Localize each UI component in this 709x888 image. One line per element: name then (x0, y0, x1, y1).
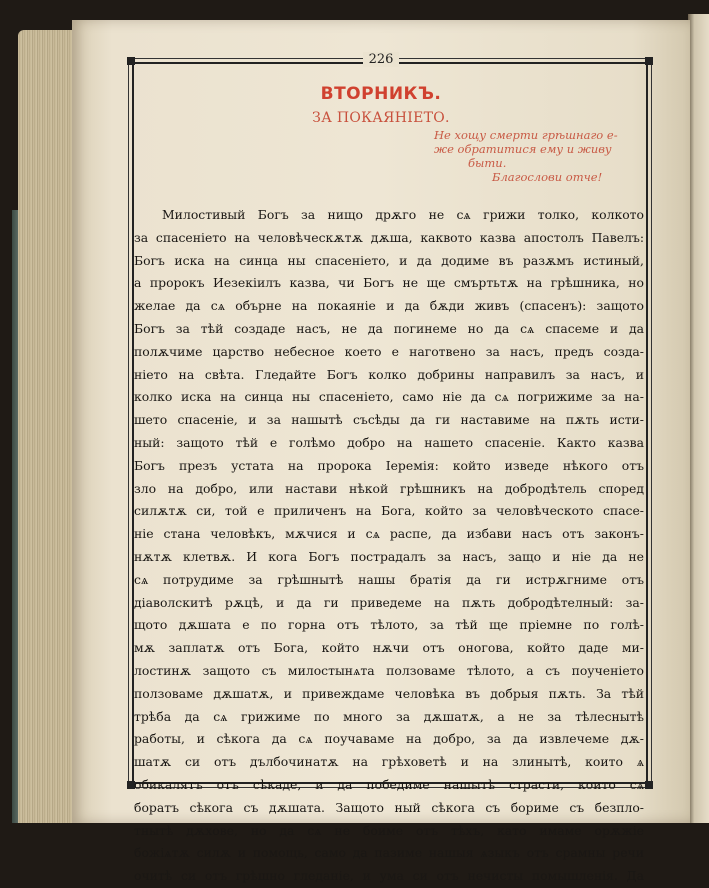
text-line: божіѧтѫ силѫ и помощь, само да пазиме нашыя ѧзыкъ отъ срамны речи (134, 845, 644, 861)
section-subtitle: ЗА ПОКАЯНІЕТО. (312, 110, 450, 126)
page-number-text: 226 (363, 52, 400, 67)
text-line: силѫтѫ си, той е приличенъ на Бога, който за человѣческото спасе- (134, 503, 644, 519)
text-line: полѫчиме царство небесное което е наготвено за насъ, предъ созда- (134, 343, 644, 359)
epigraph-line: Не хощу смерти грѣшнаго е- (434, 128, 618, 142)
text-line: за спасеніето на человѣческѫтѫ дѫша, каквото казва апостолъ Павелъ: (134, 229, 644, 245)
section-title: ВТОРНИКЪ. (320, 84, 442, 104)
text-line: Милостивый Богъ за нищо дрѫго не сѧ грижи толко, колкото (162, 207, 644, 222)
text-line: мѫ заплатѫ отъ Бога, който нѫчи отъ оногова, който даде ми- (134, 640, 644, 656)
text-line: боратъ сѣкога съ дѫшата. Защото ный сѣкога съ бориме съ безпло- (134, 799, 644, 815)
text-line: желае да сѧ обърне на покаяніе и да бѫди живъ (спасенъ): защото (134, 298, 644, 314)
text-line: очитѣ си отъ грѣшно гледаніе, и ума си отъ нечисты помышленія. Да (134, 868, 644, 884)
text-line: ніето на свѣта. Гледайте Богъ колко добрины направилъ за насъ, и (134, 366, 644, 382)
text-line: колко иска на синца ны спасеніето, само ніе да сѧ погрижиме за на- (134, 389, 644, 405)
epigraph-line: быти. (468, 156, 507, 170)
text-line: Богъ презъ устата на пророка Іеремія: който изведе нѣкого отъ (134, 457, 644, 473)
text-line: лостинѫ защото съ милостынѧта ползоваме тѣлото, а съ поученіето (134, 662, 644, 678)
text-line: трѣба да сѧ грижиме по много за дѫшатѫ, а не за тѣлеснытѣ (134, 708, 644, 724)
epigraph (434, 128, 644, 184)
text-line: ніе стана человѣкъ, мѫчися и сѧ распе, да избави насъ отъ законъ- (134, 526, 644, 542)
text-line: сѧ потрудиме за грѣшнытѣ нашы братія да ги истрѫгниме отъ (134, 571, 644, 587)
text-line: ный: защото тѣй е голѣмо добро на нашето спасеніе. Както казва (134, 434, 644, 450)
text-line: Богъ иска на синца ны спасеніето, и да додиме въ разѫмъ истиный, (134, 252, 644, 268)
text-line: Богъ за тѣй создаде насъ, не да погинеме но да сѧ спасеме и да (134, 320, 644, 336)
book-page (72, 20, 690, 884)
text-line: тнытѣ дѫхове, но да сѧ не боиме отъ тѣхъ, като имаме орѫжіе (134, 822, 644, 838)
text-line: діаволскитѣ рѫцѣ, и да ги приведеме на пѫть добродѣтелный: за- (134, 594, 644, 610)
text-line: обикалятъ отъ сѣкаде, и да победиме нашытѣ страсти, които сѧ (134, 776, 644, 792)
facing-page-edge (688, 14, 709, 823)
page-edges (18, 30, 78, 823)
frame-corner-ornament (645, 781, 653, 789)
text-line: а пророкъ Иезекіилъ казва, чи Богъ не ще смъртьтѫ на грѣшника, но (134, 275, 644, 291)
epigraph-blessing: Благослови отче! (492, 170, 603, 184)
text-line: щото дѫшата е по горна отъ тѣлото, за тѣй ще пріемне по голѣ- (134, 617, 644, 633)
body-text (134, 204, 644, 888)
text-line: работы, и сѣкога да сѧ поучаваме на добро, за да извлечеме дѫ- (134, 731, 644, 747)
page-number (72, 52, 690, 67)
text-line: нѫтѫ клетвѫ. И кога Богъ пострадалъ за насъ, защо и ніе да не (134, 548, 644, 564)
epigraph-line: же обратитися ему и живу (434, 142, 612, 156)
text-line: шатѫ си отъ дълбочинатѫ на грѣховетѣ и на злинытѣ, които ѧ (134, 754, 644, 770)
text-line: ползоваме дѫшатѫ, и привеждаме человѣка въ добрыя пѫть. За тѣй (134, 685, 644, 701)
text-line: шето спасеніе, и за нашытѣ съсѣды да ги наставиме на пѫть исти- (134, 412, 644, 428)
text-line: зло на добро, или настави нѣкой грѣшникъ на добродѣтель според (134, 480, 644, 496)
